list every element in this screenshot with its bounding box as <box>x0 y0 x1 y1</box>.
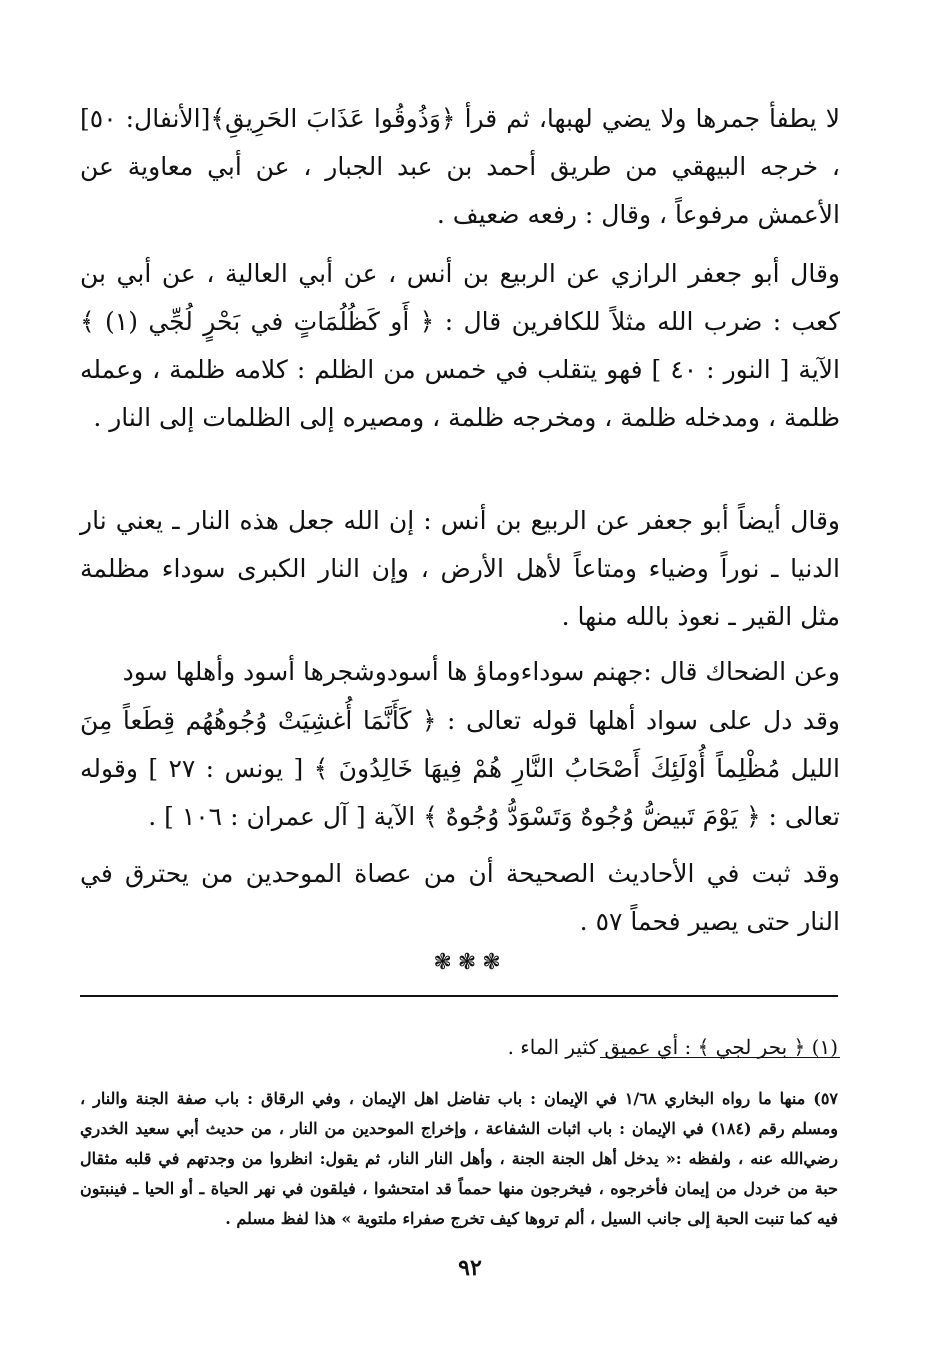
paragraph-6: وقد ثبت في الأحاديث الصحيحة أن من عصاة الموحدين من يحترق في النار حتى يصير فحماً ٥٧ . <box>80 859 840 936</box>
paragraph-1: لا يطفأ جمرها ولا يضي لهبها، ثم قرأ ﴿وَذُوقُوا عَذَابَ الحَرِيقِ﴾[الأنفال: ٥٠] ، خرجه البيهقي من طريق أحمد بن عبد الجبار ، عن أبي معاوية عن الأعمش مرفوعاً ، وقال : رفعه ضعيف . <box>80 104 840 229</box>
page-number: ٩٢ <box>458 1255 482 1281</box>
paragraph-5: وقد دل على سواد أهلها قوله تعالى : ﴿ كَأَنَّمَا أُغشِيَتْ وُجُوهُهُم قِطَعاً مِنَ الليل مُظْلِماً أُوْلَئِكَ أَصْحَابُ النَّارِ هُمْ فِيهَا خَالِدُونَ ﴾ [ يونس : ٢٧ ] وقوله تعالى : ﴿ يَوْمَ تَبيضُّ وُجُوهٌ وَتَسْوَدُّ وُجُوهٌ ﴾ الآية [ آل عمران : ١٠٦ ] . <box>80 706 840 831</box>
paragraph-2: وقال أبو جعفر الرازي عن الربيع بن أنس ، عن أبي العالية ، عن أبي بن كعب : ضرب الله مثلاً للكافرين قال : ﴿ أَو كَظُلُمَاتٍ في بَحْرٍ لُجِّي (١) ﴾ الآية [ النور : ٤٠ ] فهو يتقلب في خمس من الظلم : كلامه ظلمة ، وعمله ظلمة ، ومدخله ظلمة ، ومخرجه ظلمة ، ومصيره إلى الظلمات إلى النار . <box>80 259 840 432</box>
section-separator: ❃❃❃ <box>433 950 507 975</box>
footnote-57: ٥٧) منها ما رواه البخاري ١/٦٨ في الإيمان : باب تفاضل اهل الإيمان ، وفي الرقاق : باب صفة الجنة والنار ، ومسلم رقم (١٨٤) في الإيمان : باب اثبات الشفاعة ، وإخراج الموحدين من النار ، من حديث أبي سعيد الخدري رضي‌الله عنه ، ولفظه :« يدخل أهل الجنة الجنة ، وأهل النار النار، ثم يقول: انظروا من وجدتهم في قلبه مثقال حبة من خردل من إيمان فأخرجوه ، فيخرجون منها حمماً قد امتحشوا ، فيلقون في نهر الحياة ـ أو الحيا ـ فينبتون فيه كما تنبت الحبة إلى جانب السيل ، ألم تروها كيف تخرج صفراء ملتوية » هذا لفظ مسلم . <box>80 1089 839 1228</box>
footnote-divider <box>80 995 838 997</box>
paragraph-4: وعن الضحاك قال :جهنم سوداءوماؤ ها أسودوشجرها أسود وأهلها سود <box>122 657 840 686</box>
paragraph-3: وقال أيضاً أبو جعفر عن الربيع بن أنس : إن الله جعل هذه النار ـ يعني نار الدنيا ـ نوراً وضياء ومتاعاً لأهل الأرض ، وإن النار الكبرى سوداء مظلمة مثل القير ـ نعوذ بالله منها . <box>80 506 840 631</box>
footnote-1: (١) ﴿ بحر لجي ﴾ : أي عميق كثير الماء . <box>507 1035 838 1059</box>
footnote-divider-short <box>600 1057 840 1058</box>
